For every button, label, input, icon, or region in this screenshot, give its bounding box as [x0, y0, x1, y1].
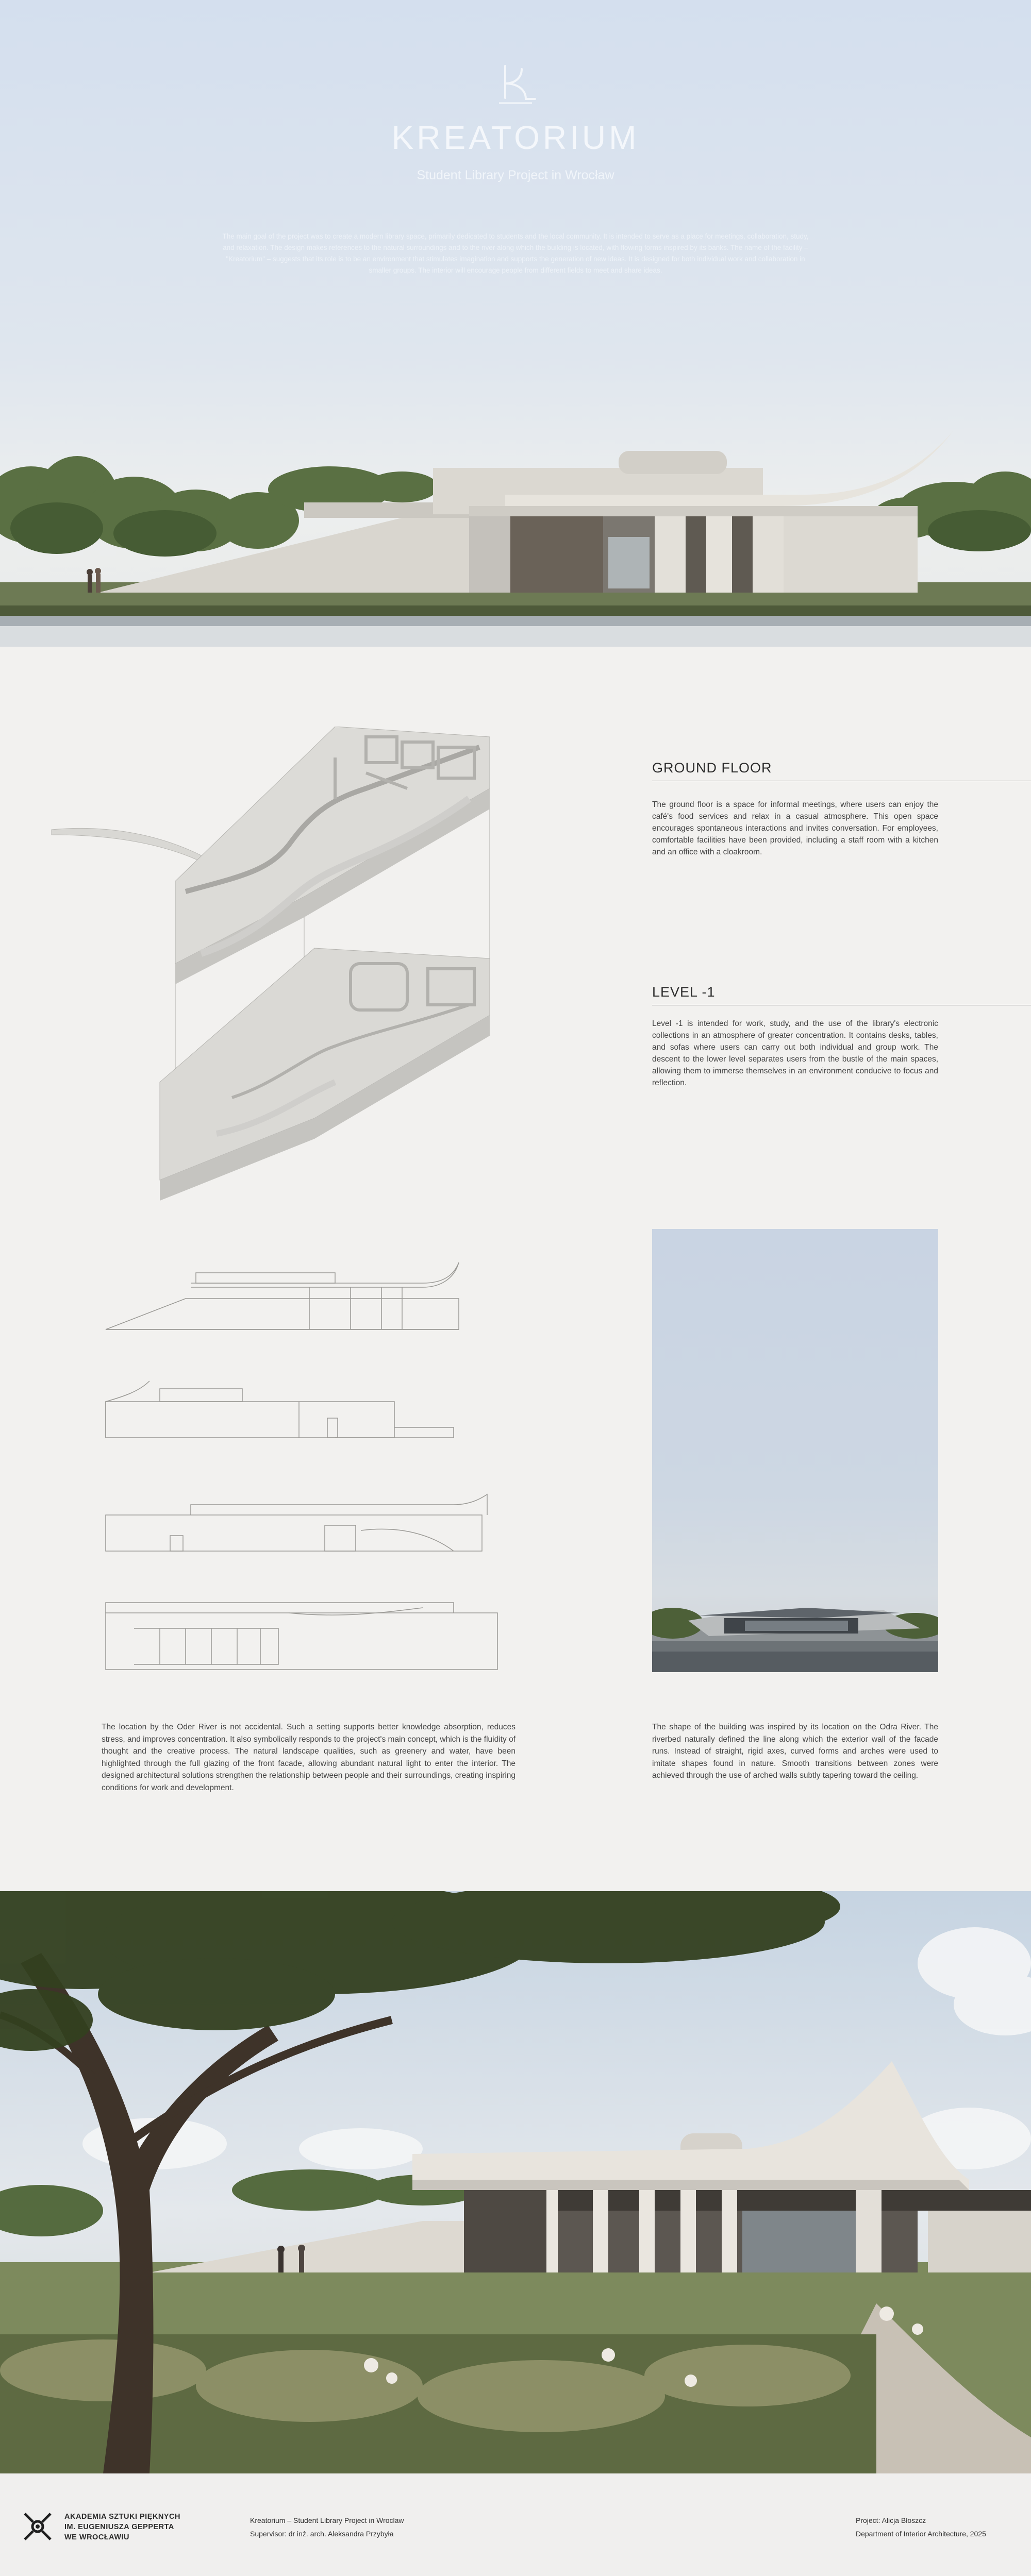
- department-line: Department of Interior Architecture, 2025: [856, 2530, 986, 2538]
- level-minus-1-text: Level -1 is intended for work, study, and the use of the library's electronic collections in an atmosphere of greater concentration. It contains desks, tables, and sofas where users can carry out both individual and group work. The descent to the lower level separates users from the bustle of the main spaces, allowing them to immerse themselves in an environment conducive to focus and reflection.: [652, 1019, 938, 1087]
- academy-name: [64, 2512, 180, 2543]
- project-line: Kreatorium – Student Library Project in Wroclaw: [250, 2516, 404, 2524]
- location-paragraph: The location by the Oder River is not accidental. Such a setting supports better knowledge absorption, reduces stress, and improves concentration. It also symbolically responds to the project's main concept, which is the fluidity of thought and the creative process. The natural landscape qualities, such as greenery and water, have been highlighted through the full glazing of the front facade, allowing abundant natural light to enter the interior. The designed architectural solutions strengthen the relationship between people and their surroundings, creating inspiring conditions for work and development.: [102, 1723, 516, 1792]
- hero-building-render: [0, 402, 1031, 647]
- level-minus-1-heading: LEVEL -1: [652, 984, 1031, 1005]
- academy-line-3: WE WROCŁAWIU: [64, 2533, 130, 2541]
- ground-floor-heading: GROUND FLOOR: [652, 760, 1031, 781]
- ground-floor-text: The ground floor is a space for informal meetings, where users can enjoy the café's food services and relax in a casual atmosphere. This open space encourages spontaneous interactions and invites conversation. For employees, comfortable facilities have been provided, including a staff room with a kitchen and an office with a cloakroom.: [652, 800, 938, 856]
- river-view-render: [652, 1229, 938, 1672]
- project-title: KREATORIUM: [391, 119, 640, 156]
- project-info: [250, 2514, 404, 2540]
- footer: [0, 2473, 1031, 2576]
- academy-line-1: AKADEMIA SZTUKI PIĘKNYCH: [64, 2513, 180, 2521]
- exterior-render: [0, 1891, 1031, 2473]
- project-description: The main goal of the project was to create a modern library space, primarily dedicated to students and the local community. It is intended to serve as a place for meetings, collaboration, study, and relaxation. The design makes references to the natural surroundings and to the river along which the building is located, with flowing forms inspired by its banks. The name of the facility – "Kreatorium" – suggests that its role is to be an environment that stimulates imagination and supports the generation of new ideas. It is designed for both individual work and collaboration in smaller groups. The interior will encourage people from different fields to meet and share ideas.: [222, 232, 809, 274]
- elevation-drawings: [93, 1257, 531, 1680]
- academy-line-2: IM. EUGENIUSZA GEPPERTA: [64, 2523, 174, 2531]
- hero-section: [0, 0, 1031, 647]
- author-info: [856, 2514, 986, 2540]
- author-line: Project: Alicja Błoszcz: [856, 2516, 926, 2524]
- supervisor-line: Supervisor: dr inż. arch. Aleksandra Przybyła: [250, 2530, 394, 2538]
- academy-emblem-icon: [20, 2508, 56, 2545]
- axonometric-floor-plans: [46, 727, 510, 1206]
- stylized-k-logo-icon: [490, 62, 541, 108]
- shape-paragraph: The shape of the building was inspired by its location on the Odra River. The riverbed naturally defined the line along which the exterior wall of the facade runs. Instead of straight, rigid axes, curved forms and arches were used to imitate shapes found in nature. Smooth transitions between zones were achieved through the use of arched walls subtly tapering toward the ceiling.: [652, 1723, 938, 1780]
- project-subtitle: Student Library Project in Wrocław: [417, 168, 614, 182]
